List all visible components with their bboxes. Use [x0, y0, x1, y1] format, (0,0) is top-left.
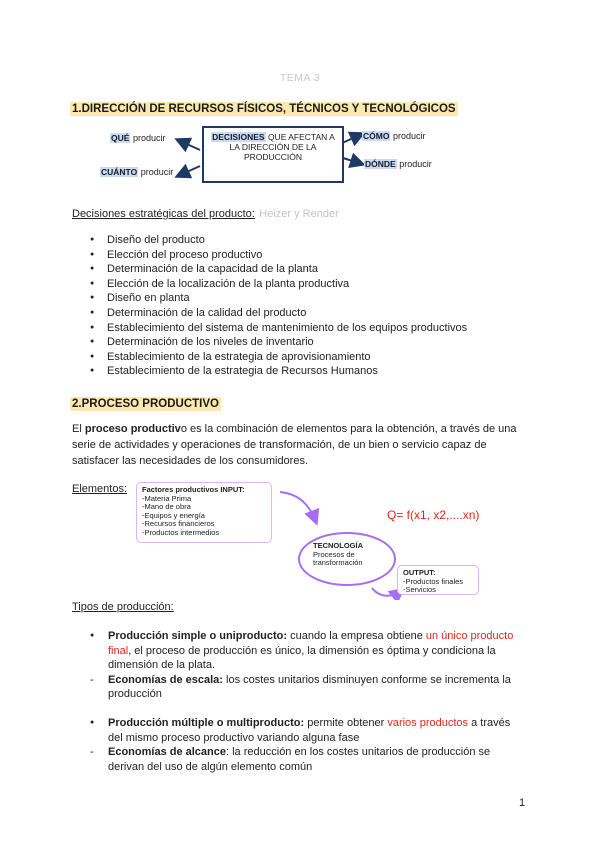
arrow-cuanto: [178, 166, 200, 176]
page-number: 1: [519, 797, 526, 809]
production-formula: Q= f(x1, x2,....xn): [387, 508, 480, 522]
section-2-heading: 2.PROCESO PRODUCTIVO: [72, 398, 219, 410]
list-item: ● Elección de la localización de la planta productiva: [72, 277, 542, 292]
arrow-input-to-tech: [280, 492, 316, 522]
technology-label: TECNOLOGÍA Procesos de transformación: [313, 541, 363, 567]
list-item: ● Determinación de los niveles de inventario: [72, 335, 542, 350]
label-que: QUÉ producir: [111, 133, 166, 143]
elements-diagram: [130, 480, 520, 600]
list-item: ● Determinación de la capacidad de la planta: [72, 262, 542, 277]
arrow-que: [178, 140, 200, 150]
list-item: ● Diseño en planta: [72, 291, 542, 306]
decisions-box: DECISIONES QUE AFECTAN A LA DIRECCIÓN DE LA PRODUCCIÓN: [202, 126, 344, 183]
process-definition: El proceso productivo es la combinación de elementos para la obtención, a través de una serie de actividades y operaciones de transformación, de un bien o servicio capaz de satisfacer las necesidades de los consumidores.: [72, 423, 517, 467]
section-1-heading: 1.DIRECCIÓN DE RECURSOS FÍSICOS, TÉCNICOS Y TECNOLÓGICOS: [72, 103, 456, 115]
page-title: TEMA 3: [279, 72, 321, 84]
type-scope-economies: - Economías de alcance: la reducción en los costes unitarios de producción se derivan del uso de algún elemento común: [90, 746, 491, 773]
types-label: Tipos de producción:: [72, 601, 174, 613]
decisions-label-line: Decisiones estratégicas del producto: Heizer y Render: [72, 208, 339, 220]
label-cuanto: CUÁNTO producir: [101, 167, 174, 177]
label-donde: DÓNDE producir: [365, 159, 432, 169]
decisions-list: [72, 233, 542, 379]
list-item: ● Determinación de la calidad del producto: [72, 306, 542, 321]
label-como: CÓMO producir: [363, 131, 426, 141]
list-item: ● Establecimiento del sistema de mantenimiento de los equipos productivos: [72, 321, 542, 336]
production-types: [72, 629, 532, 774]
elements-label: Elementos:: [72, 483, 128, 495]
list-item: ● Establecimiento de la estrategia de Recursos Humanos: [72, 364, 542, 379]
output-box: OUTPUT: -Productos finales -Servicios: [397, 565, 479, 595]
list-item: ● Diseño del producto: [72, 233, 542, 248]
type-multiple: ● Producción múltiple o multiproducto: permite obtener varios productos a través del mismo proceso productivo variando alguna fase: [90, 716, 511, 744]
list-item: ● Establecimiento de la estrategia de aprovisionamiento: [72, 350, 542, 365]
decisions-diagram: [90, 122, 450, 192]
input-box: Factores productivos INPUT: -Materia Prima -Mano de obra -Equipos y energía -Recursos financieros -Productos intermedios: [136, 482, 272, 543]
list-item: ● Elección del proceso productivo: [72, 248, 542, 263]
type-scale-economies: - Economías de escala: los costes unitarios disminuyen conforme se incrementa la producción: [90, 673, 511, 701]
type-simple: ● Producción simple o uniproducto: cuando la empresa obtiene un único producto final, el proceso de producción es único, la dimensión es óptima y condiciona la dimensión de la plata.: [90, 630, 514, 672]
